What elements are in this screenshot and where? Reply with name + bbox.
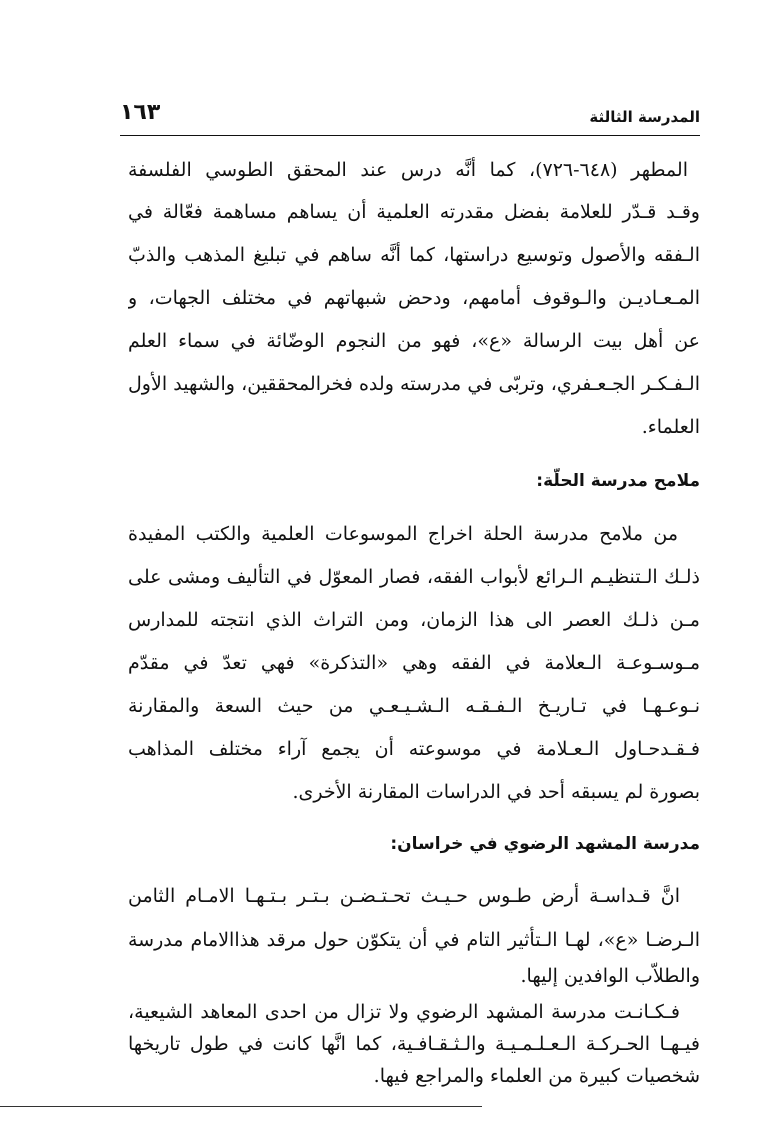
paragraph-line: شخصيات كبيرة من العلماء والمراجع فيها. [373, 1065, 700, 1087]
paragraph-line: ذلـك الـتنظيـم الـرائع لأبواب الفقه، فصار المعوّل في التأليف ومشى على [128, 566, 700, 588]
paragraph-line: نـوعـهـا في تـاريـخ الـفـقـه الـشـيـعـي من حيث السعة والمقارنة [128, 695, 700, 717]
paragraph-line: من ملامح مدرسة الحلة اخراج الموسوعات العلمية والكتب المفيدة [128, 523, 678, 545]
section-heading: ملامح مدرسة الحلّة: [536, 471, 700, 491]
paragraph-line: عن أهل بيت الرسالة «ع»، فهو من النجوم الوضّائة في سماء العلم [128, 330, 700, 352]
paragraph-line: العلماء. [641, 416, 700, 438]
running-title: المدرسة الثالثة [589, 108, 700, 126]
paragraph-line: والطلاّب الوافدين إليها. [520, 965, 700, 987]
section-heading: مدرسة المشهد الرضوي في خراسان: [390, 834, 700, 854]
paragraph-line: وقـد قـدّر للعلامة بفضل مقدرته العلمية أن يساهم مساهمة فعّالة في [128, 201, 700, 223]
paragraph-line: المطهر (٦٤٨-٧٢٦)، كما أنَّه درس عند المحقق الطوسي الفلسفة [128, 159, 688, 181]
paragraph-line: بصورة لم يسبقه أحد في الدراسات المقارنة الأخرى. [292, 781, 700, 803]
paragraph-line: فـكـانـت مدرسة المشهد الرضوي ولا تزال من احدى المعاهد الشيعية، [128, 1001, 680, 1023]
paragraph-line: المـعـاديـن والـوقوف أمامهم، ودحض شبهاتهم في مختلف الجهات، و [128, 287, 700, 309]
page-number: ١٦٣ [120, 100, 161, 125]
paragraph-line: مـن ذلـك العصر الى هذا الزمان، ومن التراث الذي انتجته للمدارس [128, 609, 700, 631]
paragraph-line: الـفقه والأصول وتوسيع دراستها، كما أنَّه ساهم في تبليغ المذهب والذبّ [128, 244, 700, 266]
footer-rule [0, 1106, 482, 1107]
paragraph-line: انَّ قـداسـة أرض طـوس حـيـث تحـتـضـن بـتـر بـتـهـا الامـام الثامن [128, 885, 680, 907]
paragraph-line: فـقـدحـاول الـعـلامة في موسوعته أن يجمع آراء مختلف المذاهب [128, 738, 700, 760]
paragraph-line: مـوسـوعـة الـعلامة في الفقه وهي «التذكرة» فهي تعدّ في مقدّم [128, 652, 700, 674]
paragraph-line: الـرضـا «ع»، لهـا الـتأثير التام في أن يتكوّن حول مرقد هذاالامام مدرسة [128, 929, 700, 951]
paragraph-line: فيـهـا الحـركـة الـعـلـمـيـة والـثـقـافـية، كما انَّها كانت في طول تاريخها [128, 1033, 700, 1055]
page-body-tail [128, 0, 700, 1125]
paragraph-line: الـفـكـر الجـعـفري، وتربّى في مدرسته ولده فخرالمحققين، والشهيد الأول [128, 373, 700, 395]
